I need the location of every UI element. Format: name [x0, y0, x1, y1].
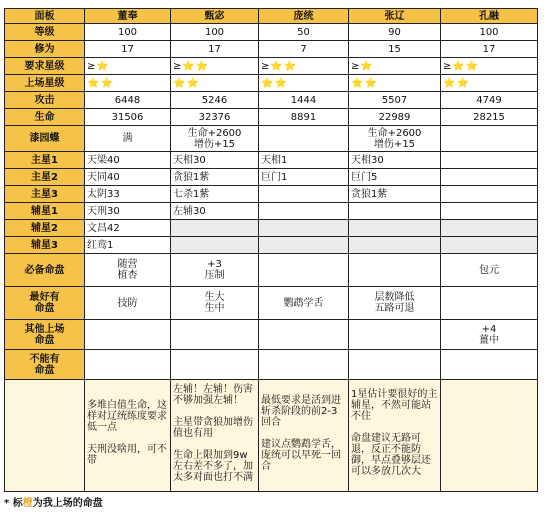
cell[interactable]: 天相30 [171, 152, 259, 169]
row-label[interactable]: 最好有 命盘 [5, 287, 85, 320]
cell[interactable]: 8891 [259, 109, 349, 126]
row-label[interactable]: 生命 [5, 109, 85, 126]
row-main3 [5, 186, 538, 203]
cell[interactable] [441, 186, 538, 203]
cell[interactable]: 天相1 [259, 152, 349, 169]
cell[interactable]: 生大 生中 [171, 287, 259, 320]
footer-note [4, 494, 103, 509]
star-cell[interactable]: ⭐⭐ [171, 75, 259, 92]
star-cell[interactable]: ⭐⭐ [85, 75, 171, 92]
cell[interactable]: 15 [349, 41, 441, 58]
cell[interactable]: 1444 [259, 92, 349, 109]
row-label[interactable]: 漆园蝶 [5, 126, 85, 152]
cell[interactable]: 100 [441, 24, 538, 41]
footer-suffix: 为我上场的命盘 [32, 498, 103, 509]
row-hp [5, 109, 538, 126]
cell[interactable] [441, 237, 538, 254]
row-aux2 [5, 220, 538, 237]
cell[interactable] [85, 350, 171, 380]
row-attack [5, 92, 538, 109]
row-butterfly [5, 126, 538, 152]
cell[interactable]: 贪狼1紫 [171, 169, 259, 186]
char-header-zhenmi[interactable]: 甄宓 [171, 9, 259, 24]
row-label[interactable]: 修为 [5, 41, 85, 58]
row-aux1 [5, 203, 538, 220]
row-label[interactable]: 主星1 [5, 152, 85, 169]
char-header-pangtong[interactable]: 庞统 [259, 9, 349, 24]
cell[interactable]: 天同40 [85, 169, 171, 186]
cell[interactable]: 100 [85, 24, 171, 41]
cell[interactable] [441, 350, 538, 380]
cell[interactable]: 巨门1 [259, 169, 349, 186]
note-cell-dongfeng[interactable]: 多堆白值生命，这样对辽统练度要求低一点 天刑没啥用，可不带 [85, 380, 171, 492]
cell[interactable] [349, 254, 441, 287]
row-must [5, 254, 538, 287]
cell[interactable]: 7 [259, 41, 349, 58]
cell[interactable] [349, 350, 441, 380]
orange-cell[interactable]: 技防 [85, 287, 171, 320]
note-cell-kongrong[interactable] [441, 380, 538, 492]
cell[interactable] [259, 254, 349, 287]
orange-cell[interactable]: 层数降低 五路可退 [349, 287, 441, 320]
cell[interactable]: 6448 [85, 92, 171, 109]
row-label[interactable]: 其他上场 命盘 [5, 320, 85, 350]
row-label[interactable]: 辅星3 [5, 237, 85, 254]
row-label[interactable]: 辅星1 [5, 203, 85, 220]
orange-cell[interactable]: +3 压制 [171, 254, 259, 287]
row-cannot [5, 350, 538, 380]
header-row [5, 9, 538, 24]
cell[interactable] [441, 126, 538, 152]
cell[interactable]: 文昌42 [85, 220, 171, 237]
orange-cell[interactable]: +4 薑中 [441, 320, 538, 350]
cell[interactable] [259, 203, 349, 220]
row-level [5, 24, 538, 41]
row-label[interactable]: 上场星级 [5, 75, 85, 92]
cell[interactable]: 左辅30 [171, 203, 259, 220]
orange-cell[interactable]: 鹦鹉学舌 [259, 287, 349, 320]
star-cell[interactable]: ⭐⭐ [441, 75, 538, 92]
cell[interactable] [259, 320, 349, 350]
cell[interactable]: 31506 [85, 109, 171, 126]
star-cell[interactable]: ≥⭐⭐ [259, 58, 349, 75]
row-aux3 [5, 237, 538, 254]
char-header-zhangliao[interactable]: 张辽 [349, 9, 441, 24]
cell[interactable] [259, 220, 349, 237]
cell[interactable] [441, 287, 538, 320]
star-cell[interactable]: ⭐⭐ [349, 75, 441, 92]
cell[interactable]: 七杀1紫 [171, 186, 259, 203]
cell[interactable]: 天相30 [349, 152, 441, 169]
char-header-kongrong[interactable]: 孔融 [441, 9, 538, 24]
row-notes [5, 380, 538, 492]
orange-cell[interactable]: 包元 [441, 254, 538, 287]
row-xiuwei [5, 41, 538, 58]
cell[interactable]: 100 [171, 24, 259, 41]
orange-cell[interactable]: 随营 植杏 [85, 254, 171, 287]
cell[interactable]: 贪狼1紫 [349, 186, 441, 203]
cell[interactable] [259, 237, 349, 254]
row-label[interactable]: 等级 [5, 24, 85, 41]
star-cell[interactable]: ≥⭐⭐ [441, 58, 538, 75]
cell[interactable]: 天刑30 [85, 203, 171, 220]
cell[interactable]: 生命+2600 增伤+15 [349, 126, 441, 152]
cell[interactable]: 太阴33 [85, 186, 171, 203]
cell[interactable] [441, 169, 538, 186]
cell[interactable] [171, 220, 259, 237]
char-header-dongfeng[interactable]: 董奉 [85, 9, 171, 24]
cell[interactable] [441, 220, 538, 237]
cell[interactable] [85, 320, 171, 350]
cell[interactable]: 17 [85, 41, 171, 58]
cell[interactable] [171, 350, 259, 380]
row-label[interactable]: 主星2 [5, 169, 85, 186]
row-best [5, 287, 538, 320]
cell[interactable]: 32376 [171, 109, 259, 126]
footer-highlight: 橙 [22, 498, 33, 509]
cell[interactable]: 90 [349, 24, 441, 41]
row-req-star [5, 58, 538, 75]
row-main1 [5, 152, 538, 169]
cell[interactable] [349, 203, 441, 220]
star-cell[interactable]: ≥⭐⭐ [171, 58, 259, 75]
cell[interactable]: 22989 [349, 109, 441, 126]
cell[interactable] [441, 152, 538, 169]
notes-empty-label[interactable] [5, 380, 85, 492]
footer-prefix: * 标 [4, 498, 23, 509]
cell[interactable]: 天梁40 [85, 152, 171, 169]
row-label[interactable]: 必备命盘 [5, 254, 85, 287]
row-deploy-star [5, 75, 538, 92]
cell[interactable]: 满 [85, 126, 171, 152]
row-label[interactable]: 要求星级 [5, 58, 85, 75]
row-label[interactable]: 攻击 [5, 92, 85, 109]
cell[interactable] [259, 186, 349, 203]
cell[interactable]: 生命+2600 增伤+15 [171, 126, 259, 152]
note-cell-zhangliao[interactable]: 1星估计要很好的主辅星，不然可能站不住 命盘建议无路可退，反正不能防御，早点叠够层还可以多放几次大 [349, 380, 441, 492]
row-main2 [5, 169, 538, 186]
lineup-table [4, 8, 538, 492]
cell[interactable]: 巨门5 [349, 169, 441, 186]
cell[interactable]: 17 [441, 41, 538, 58]
row-label[interactable]: 辅星2 [5, 220, 85, 237]
star-cell[interactable]: ≥⭐ [85, 58, 171, 75]
cell[interactable] [171, 237, 259, 254]
cell[interactable]: 28215 [441, 109, 538, 126]
corner-header[interactable]: 面板 [5, 9, 85, 24]
cell[interactable]: 5246 [171, 92, 259, 109]
cell[interactable]: 红鸾1 [85, 237, 171, 254]
note-cell-pangtong[interactable]: 最低要求是活到进斩杀阶段的前2-3回合 建议点鹦鹉学舌，庞统可以早死一回合 [259, 380, 349, 492]
note-cell-zhenmi[interactable]: 左辅！左辅！伤害不够加强左辅！ 主星带贪狼加增伤值也有用 生命上限加到9w左右差不多了，加太多对面也打不满 [171, 380, 259, 492]
cell[interactable] [349, 220, 441, 237]
cell[interactable]: 4749 [441, 92, 538, 109]
star-cell[interactable]: ⭐⭐ [259, 75, 349, 92]
row-label[interactable]: 不能有 命盘 [5, 350, 85, 380]
cell[interactable] [349, 320, 441, 350]
row-other [5, 320, 538, 350]
row-label[interactable]: 主星3 [5, 186, 85, 203]
cell[interactable] [259, 126, 349, 152]
cell[interactable]: 50 [259, 24, 349, 41]
cell[interactable] [349, 237, 441, 254]
cell[interactable]: 5507 [349, 92, 441, 109]
cell[interactable] [441, 203, 538, 220]
star-cell[interactable]: ≥⭐ [349, 58, 441, 75]
cell[interactable] [259, 350, 349, 380]
cell[interactable]: 17 [171, 41, 259, 58]
cell[interactable] [171, 320, 259, 350]
